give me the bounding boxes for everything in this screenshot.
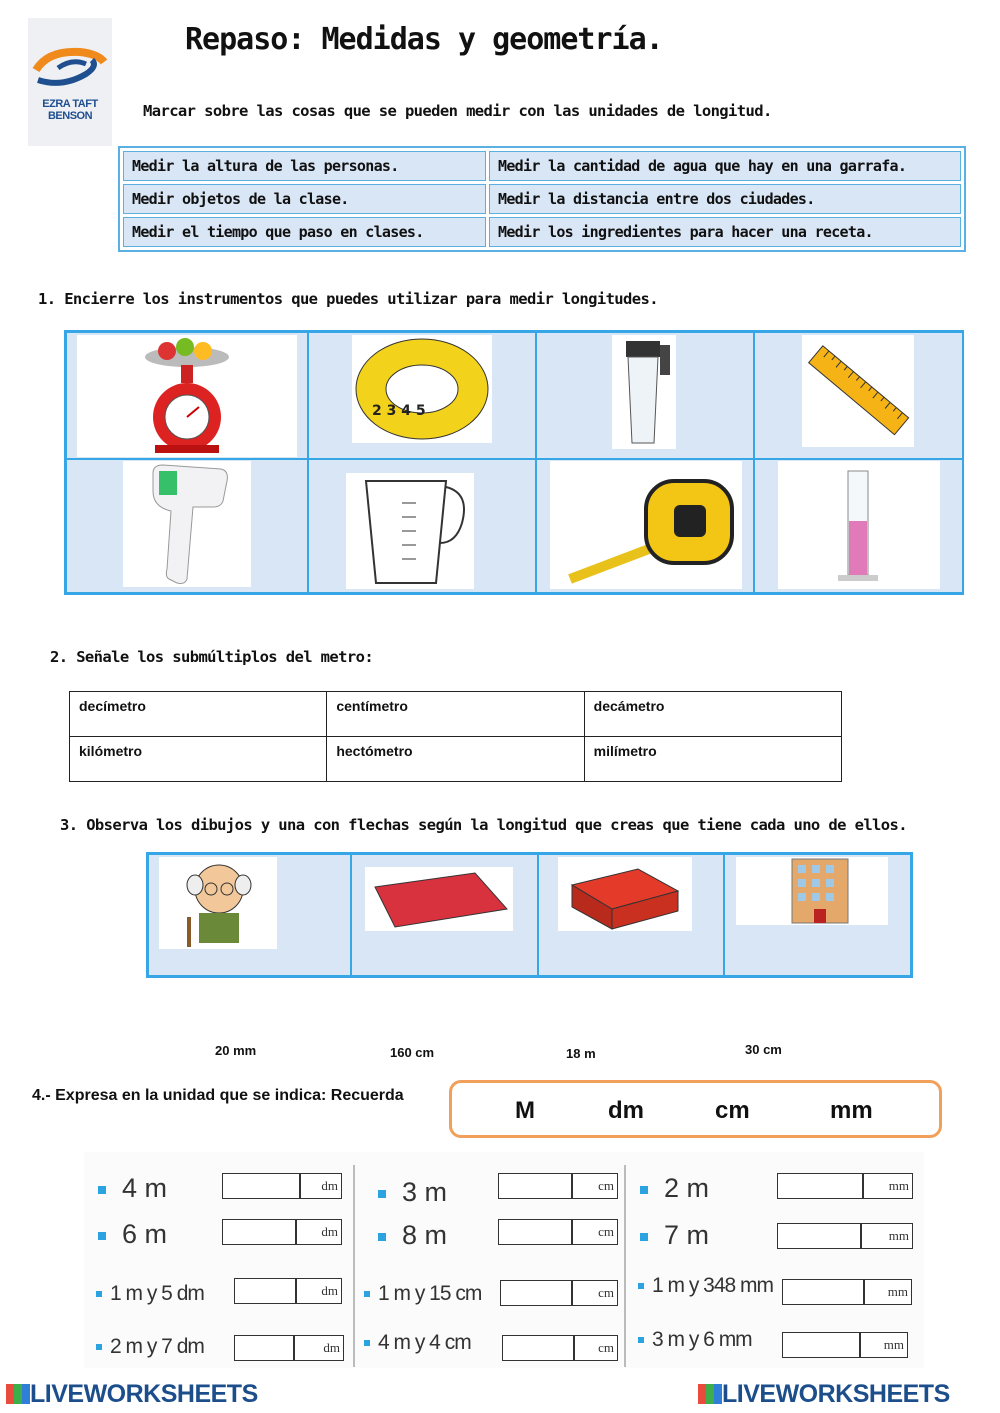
unit-label: M: [515, 1097, 535, 1124]
drawing-cell-sharpener[interactable]: [537, 854, 725, 976]
notebook-icon: [365, 867, 513, 931]
length-label: 20 mm: [215, 1043, 257, 1058]
column-divider: [624, 1165, 626, 1367]
instrument-cell-tapemeasure[interactable]: [535, 458, 755, 593]
exercise-quantity: 2 m: [640, 1173, 709, 1204]
option-cell[interactable]: Medir los ingredientes para hacer una receta.: [489, 217, 961, 247]
drawing-cell-notebook[interactable]: [350, 854, 539, 976]
option-cell[interactable]: Medir la altura de las personas.: [123, 151, 486, 181]
answer-input[interactable]: cm: [500, 1280, 618, 1306]
instrument-cell-cylinder[interactable]: [753, 458, 964, 593]
answer-input[interactable]: mm: [782, 1332, 908, 1358]
instrument-cell-jug[interactable]: [307, 458, 537, 593]
pencil-sharpener-icon: [558, 857, 692, 931]
submultiples-table: [69, 691, 842, 782]
length-label: 30 cm: [745, 1042, 782, 1057]
tape-measure-icon: [550, 461, 742, 589]
exercise-quantity: 3 m: [378, 1177, 447, 1208]
footer-brand-right: LIVEWORKSHEETS: [698, 1380, 950, 1409]
option-cell[interactable]: Medir la cantidad de agua que hay en una garrafa.: [489, 151, 961, 181]
answer-input[interactable]: dm: [234, 1278, 342, 1304]
exercise-quantity: 7 m: [640, 1220, 709, 1251]
submultiple-option[interactable]: decámetro: [584, 692, 841, 737]
page-title: Repaso: Medidas y geometría.: [185, 22, 663, 57]
instruments-grid: [64, 330, 964, 595]
instrument-cell-thermometer[interactable]: [66, 458, 309, 593]
submultiple-option[interactable]: hectómetro: [327, 737, 584, 782]
answer-input[interactable]: dm: [222, 1219, 342, 1245]
length-label: 160 cm: [390, 1045, 435, 1060]
exercise-quantity: 1 m y 5 dm: [96, 1282, 204, 1306]
footer-brand-left: LIVEWORKSHEETS: [6, 1380, 258, 1409]
instrument-cell-raingauge[interactable]: [535, 332, 755, 460]
options-table: [118, 146, 966, 252]
exercise-quantity: 4 m: [98, 1173, 167, 1204]
instrument-cell-scale[interactable]: [66, 332, 309, 460]
answer-input[interactable]: mm: [777, 1223, 913, 1249]
exercise-quantity: 8 m: [378, 1220, 447, 1251]
question-3: 3. Observa los dibujos y una con flechas según la longitud que creas que tiene cada uno de ellos.: [60, 816, 907, 834]
unit-label: dm: [608, 1097, 644, 1124]
question-4: 4.- Expresa en la unidad que se indica: Recuerda: [32, 1087, 404, 1104]
exercise-quantity: 1 m y 15 cm: [364, 1282, 481, 1306]
building-icon: [736, 857, 888, 925]
measuring-jug-icon: [346, 473, 474, 589]
liveworksheets-icon: [6, 1384, 30, 1404]
unit-label: mm: [830, 1097, 873, 1124]
question-2: 2. Señale los submúltiplos del metro:: [50, 648, 374, 666]
instrument-cell-ruler[interactable]: [753, 332, 964, 460]
logo-swoosh-icon: [28, 28, 112, 98]
answer-input[interactable]: mm: [777, 1173, 913, 1199]
school-logo: [28, 18, 112, 146]
intro-instruction: Marcar sobre las cosas que se pueden medir con las unidades de longitud.: [143, 102, 772, 120]
grandpa-icon: [159, 857, 277, 949]
answer-input[interactable]: cm: [498, 1173, 618, 1199]
submultiple-option[interactable]: centímetro: [327, 692, 584, 737]
exercise-quantity: 2 m y 7 dm: [96, 1335, 204, 1359]
kitchen-scale-icon: [77, 335, 297, 457]
length-label: 18 m: [566, 1046, 596, 1061]
infrared-thermometer-icon: [123, 461, 251, 587]
answer-input[interactable]: dm: [222, 1173, 342, 1199]
logo-text: EZRA TAFT BENSON: [42, 98, 98, 122]
drawings-grid: [146, 852, 913, 978]
exercise-quantity: 1 m y 348 mm: [638, 1274, 773, 1298]
graduated-cylinder-icon: [778, 461, 940, 589]
answer-input[interactable]: dm: [234, 1335, 344, 1361]
answer-input[interactable]: cm: [498, 1219, 618, 1245]
exercise-quantity: 3 m y 6 mm: [638, 1328, 752, 1352]
instrument-cell-tape[interactable]: [307, 332, 537, 460]
submultiple-option[interactable]: milímetro: [584, 737, 841, 782]
option-cell[interactable]: Medir objetos de la clase.: [123, 184, 486, 214]
answer-input[interactable]: cm: [502, 1335, 618, 1361]
drawing-cell-grandpa[interactable]: [148, 854, 352, 976]
answer-input[interactable]: mm: [782, 1279, 912, 1305]
measuring-tape-icon: [352, 335, 492, 443]
question-1: 1. Encierre los instrumentos que puedes utilizar para medir longitudes.: [38, 290, 658, 308]
option-cell[interactable]: Medir el tiempo que paso en clases.: [123, 217, 486, 247]
unit-label: cm: [715, 1097, 750, 1124]
svg-text:2 3 4 5: 2 3 4 5: [372, 403, 426, 419]
drawing-cell-building[interactable]: [723, 854, 911, 976]
column-divider: [353, 1165, 355, 1367]
exercise-quantity: 4 m y 4 cm: [364, 1331, 471, 1355]
submultiple-option[interactable]: decímetro: [70, 692, 327, 737]
liveworksheets-icon: [698, 1384, 722, 1404]
ruler-icon: [802, 335, 914, 447]
option-cell[interactable]: Medir la distancia entre dos ciudades.: [489, 184, 961, 214]
rain-gauge-icon: [612, 335, 676, 449]
submultiple-option[interactable]: kilómetro: [70, 737, 327, 782]
exercise-quantity: 6 m: [98, 1219, 167, 1250]
